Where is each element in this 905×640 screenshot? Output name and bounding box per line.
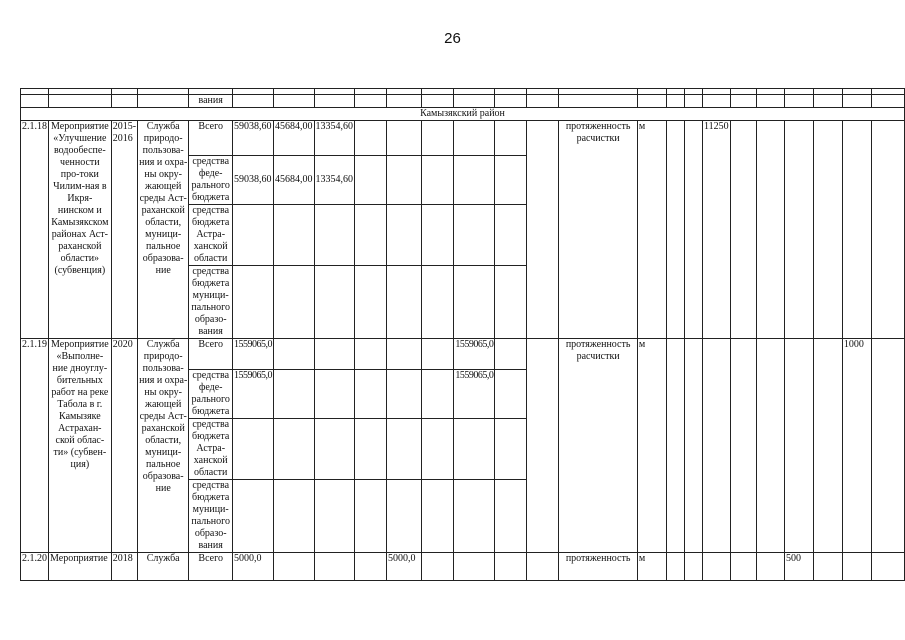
- value-cell: 1559065,0: [233, 339, 274, 370]
- table-row: [21, 121, 905, 156]
- value-cell: [314, 339, 355, 370]
- value-cell: 1559065,0: [233, 370, 274, 419]
- value-cell: 45684,00: [274, 121, 315, 156]
- row-executor: Служба природо-пользова-ния и охра-ны окру-жающей среды Аст-раханской области, муници-пальное образова-ние: [138, 121, 189, 339]
- value-cell: 13354,60: [314, 121, 355, 156]
- row-years: 2015-2016: [111, 121, 137, 339]
- value-cell: [314, 370, 355, 419]
- row-code: 2.1.18: [21, 121, 49, 339]
- source-label: Всего: [189, 121, 233, 156]
- target-value: 500: [784, 553, 813, 581]
- indicator-name: протяженность: [559, 553, 637, 581]
- row-title: Мероприятие «Выполне-ние дноуглу-бительных работ на реке Табола в г. Камызяке Астрахан-ской облас-ти» (субвен-ция): [49, 339, 112, 553]
- value-cell: [274, 370, 315, 419]
- indicator-name: протяженность расчистки: [559, 121, 637, 339]
- page-number: 26: [444, 30, 461, 47]
- unit-cell: м: [637, 553, 666, 581]
- unit-cell: м: [637, 339, 666, 553]
- district-title: Камызякский район: [21, 108, 905, 121]
- value-cell: 45684,00: [274, 156, 315, 205]
- value-cell: 5000,0: [387, 553, 422, 581]
- district-row: [21, 108, 905, 121]
- header-fragment-row: [21, 95, 905, 108]
- value-cell: [314, 480, 355, 553]
- indicator-name: протяженность расчистки: [559, 339, 637, 553]
- source-label: средства бюджета муници-пального образо-вания: [189, 266, 233, 339]
- value-cell: 59038,60: [233, 121, 274, 156]
- value-cell: 5000,0: [233, 553, 274, 581]
- target-value: 1000: [842, 339, 871, 553]
- budget-table: [20, 88, 905, 581]
- value-cell: [314, 419, 355, 480]
- value-cell: 13354,60: [314, 156, 355, 205]
- source-label: средства бюджета Астра-ханской области: [189, 205, 233, 266]
- row-code: 2.1.19: [21, 339, 49, 553]
- value-cell: [314, 266, 355, 339]
- value-cell: [274, 480, 315, 553]
- value-cell: [233, 419, 274, 480]
- value-cell: [274, 419, 315, 480]
- unit-cell: м: [637, 121, 666, 339]
- row-executor: Служба природо-пользова-ния и охра-ны окру-жающей среды Аст-раханской области, муници-пальное образова-ние: [138, 339, 189, 553]
- row-code: 2.1.20: [21, 553, 49, 581]
- header-fragment-text: вания: [189, 95, 233, 108]
- source-label: средства феде-рального бюджета: [189, 370, 233, 419]
- value-cell: 1559065,0: [454, 339, 495, 370]
- table-row: [21, 339, 905, 370]
- row-title: Мероприятие: [49, 553, 112, 581]
- row-years: 2018: [111, 553, 137, 581]
- value-cell: [274, 205, 315, 266]
- value-cell: [314, 205, 355, 266]
- value-cell: [274, 266, 315, 339]
- source-label: Всего: [189, 553, 233, 581]
- value-cell: [233, 266, 274, 339]
- value-cell: [454, 156, 495, 205]
- source-label: средства феде-рального бюджета: [189, 156, 233, 205]
- value-cell: 59038,60: [233, 156, 274, 205]
- row-years: 2020: [111, 339, 137, 553]
- row-title: Мероприятие «Улучшение водообеспе-ченности про-токи Чилим-ная в Икря-нинском и Камызякском районах Аст-раханской области» (субвенция): [49, 121, 112, 339]
- value-cell: [454, 121, 495, 156]
- source-label: средства бюджета Астра-ханской области: [189, 419, 233, 480]
- table-row: [21, 553, 905, 581]
- source-label: Всего: [189, 339, 233, 370]
- value-cell: [233, 480, 274, 553]
- source-label: средства бюджета муници-пального образо-вания: [189, 480, 233, 553]
- value-cell: 1559065,0: [454, 370, 495, 419]
- row-executor: Служба: [138, 553, 189, 581]
- value-cell: [233, 205, 274, 266]
- value-cell: [274, 339, 315, 370]
- target-value: 11250: [702, 121, 730, 339]
